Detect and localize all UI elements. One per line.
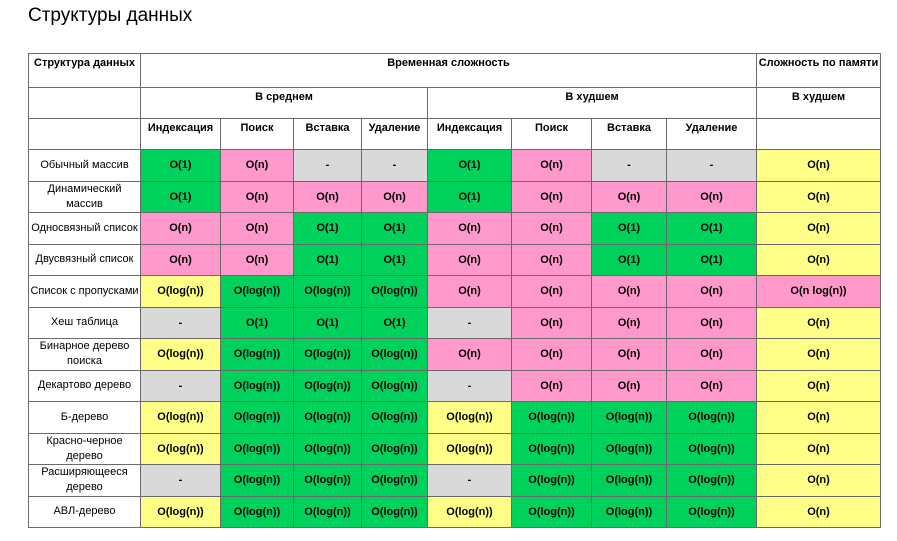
complexity-cell: O(log(n)) [428,433,512,465]
complexity-cell: O(log(n)) [592,465,667,497]
table-row [29,276,881,308]
header-space-complexity: Сложность по памяти [757,54,881,88]
row-label: Бинарное дерево поиска [29,339,141,371]
complexity-cell: O(log(n)) [362,370,428,402]
header-op-indexing: Индексация [428,119,512,150]
complexity-cell: O(n) [757,307,881,339]
complexity-cell: O(n) [757,496,881,528]
complexity-cell: - [294,150,362,182]
complexity-cell: O(log(n)) [592,433,667,465]
complexity-cell: O(1) [294,213,362,245]
complexity-cell: O(log(n)) [221,339,294,371]
complexity-cell: O(log(n)) [294,465,362,497]
header-op-search: Поиск [512,119,592,150]
complexity-cell: O(n) [757,465,881,497]
complexity-cell: O(n) [512,181,592,213]
complexity-cell: O(log(n)) [362,339,428,371]
complexity-cell: O(log(n)) [362,433,428,465]
complexity-cell: O(log(n)) [141,496,221,528]
complexity-cell: - [141,370,221,402]
complexity-cell: O(n) [667,370,757,402]
row-label: Динамический массив [29,181,141,213]
row-label: Список с пропусками [29,276,141,308]
complexity-cell: O(log(n)) [221,402,294,434]
complexity-cell: O(log(n)) [221,465,294,497]
complexity-cell: O(log(n)) [667,402,757,434]
header-structure: Структура данных [29,54,141,88]
row-label: Расширяющееся дерево [29,465,141,497]
row-label: Односвязный список [29,213,141,245]
complexity-cell: O(n) [141,244,221,276]
complexity-cell: O(log(n)) [428,496,512,528]
table-row [29,181,881,213]
table-row [29,307,881,339]
complexity-cell: O(1) [667,244,757,276]
complexity-cell: O(log(n)) [667,433,757,465]
complexity-cell: O(log(n)) [512,496,592,528]
complexity-cell: O(n) [512,370,592,402]
complexity-cell: O(n) [667,181,757,213]
page-title: Структуры данных [28,5,193,26]
complexity-cell: O(log(n)) [592,496,667,528]
row-label: Хеш таблица [29,307,141,339]
complexity-cell: O(n) [428,244,512,276]
header-op-delete: Удаление [667,119,757,150]
table-body [29,150,881,528]
complexity-cell: O(n) [667,276,757,308]
complexity-cell: O(n) [221,181,294,213]
complexity-cell: O(log(n)) [592,402,667,434]
complexity-cell: O(n log(n)) [757,276,881,308]
complexity-cell: O(log(n)) [221,433,294,465]
complexity-cell: O(1) [362,213,428,245]
complexity-cell: O(log(n)) [141,433,221,465]
complexity-cell: O(n) [757,181,881,213]
header-blank [29,119,141,150]
complexity-cell: O(log(n)) [294,496,362,528]
complexity-cell: O(log(n)) [294,370,362,402]
ops-header-row [29,119,881,150]
complexity-cell: O(log(n)) [512,433,592,465]
complexity-cell: O(log(n)) [362,276,428,308]
complexity-cell: O(log(n)) [362,496,428,528]
header-op-delete: Удаление [362,119,428,150]
complexity-cell: O(n) [428,213,512,245]
header-worst: В худшем [428,88,757,119]
complexity-cell: O(n) [294,181,362,213]
table-row [29,465,881,497]
complexity-cell: - [141,465,221,497]
complexity-cell: O(1) [362,307,428,339]
table-row [29,402,881,434]
complexity-cell: O(log(n)) [221,496,294,528]
complexity-cell: O(n) [512,150,592,182]
complexity-cell: O(n) [428,276,512,308]
complexity-cell: O(n) [592,181,667,213]
complexity-cell: - [428,307,512,339]
table-row [29,150,881,182]
row-label: АВЛ-дерево [29,496,141,528]
complexity-cell: O(log(n)) [512,465,592,497]
row-label: Б-дерево [29,402,141,434]
table-row [29,213,881,245]
complexity-cell: O(n) [512,307,592,339]
complexity-cell: O(n) [757,150,881,182]
complexity-cell: O(n) [512,339,592,371]
complexity-cell: O(1) [592,244,667,276]
row-label: Декартово дерево [29,370,141,402]
complexity-cell: O(n) [512,276,592,308]
complexity-cell: O(1) [362,244,428,276]
table-row [29,244,881,276]
table-row [29,496,881,528]
row-label: Красно-черное дерево [29,433,141,465]
header-blank [757,119,881,150]
complexity-cell: O(1) [592,213,667,245]
complexity-cell: O(n) [221,213,294,245]
complexity-cell: O(n) [757,244,881,276]
header-op-insert: Вставка [592,119,667,150]
complexity-cell: O(n) [592,370,667,402]
header-op-indexing: Индексация [141,119,221,150]
complexity-cell: O(log(n)) [221,276,294,308]
complexity-cell: O(log(n)) [667,465,757,497]
complexity-cell: O(n) [757,339,881,371]
table-row [29,370,881,402]
complexity-cell: O(n) [757,213,881,245]
complexity-cell: O(n) [592,276,667,308]
complexity-cell: O(log(n)) [667,496,757,528]
header-average: В среднем [141,88,428,119]
header-op-search: Поиск [221,119,294,150]
complexity-cell: O(log(n)) [141,402,221,434]
complexity-cell: O(n) [757,402,881,434]
complexity-cell: O(log(n)) [141,276,221,308]
complexity-cell: - [428,465,512,497]
complexity-cell: O(log(n)) [221,370,294,402]
complexity-cell: O(n) [757,370,881,402]
complexity-cell: O(1) [221,307,294,339]
complexity-cell: O(n) [512,244,592,276]
complexity-cell: O(n) [667,307,757,339]
complexity-cell: O(n) [512,213,592,245]
complexity-cell: O(1) [294,244,362,276]
complexity-cell: - [592,150,667,182]
complexity-cell: O(1) [294,307,362,339]
complexity-cell: O(log(n)) [141,339,221,371]
header-op-insert: Вставка [294,119,362,150]
complexity-cell: O(log(n)) [294,433,362,465]
complexity-cell: O(1) [141,181,221,213]
complexity-cell: O(n) [592,307,667,339]
complexity-cell: O(n) [667,339,757,371]
header-space-worst: В худшем [757,88,881,119]
complexity-cell: O(n) [362,181,428,213]
complexity-cell: O(log(n)) [362,402,428,434]
complexity-cell: - [667,150,757,182]
complexity-cell: O(1) [428,150,512,182]
complexity-cell: - [362,150,428,182]
complexity-cell: O(n) [221,244,294,276]
complexity-cell: O(1) [141,150,221,182]
row-label: Двусвязный список [29,244,141,276]
complexity-cell: O(n) [428,339,512,371]
complexity-cell: O(log(n)) [362,465,428,497]
complexity-cell: O(log(n)) [294,276,362,308]
complexity-cell: - [428,370,512,402]
complexity-cell: O(n) [757,433,881,465]
row-label: Обычный массив [29,150,141,182]
complexity-cell: O(n) [141,213,221,245]
header-time-complexity: Временная сложность [141,54,757,88]
complexity-cell: O(log(n)) [428,402,512,434]
header-blank [29,88,141,119]
complexity-cell: O(n) [221,150,294,182]
table-row [29,339,881,371]
table-row [29,433,881,465]
complexity-cell: - [141,307,221,339]
complexity-cell: O(1) [667,213,757,245]
complexity-cell: O(log(n)) [512,402,592,434]
complexity-cell: O(log(n)) [294,339,362,371]
complexity-cell: O(log(n)) [294,402,362,434]
complexity-cell: O(1) [428,181,512,213]
complexity-table [28,53,881,528]
complexity-cell: O(n) [592,339,667,371]
